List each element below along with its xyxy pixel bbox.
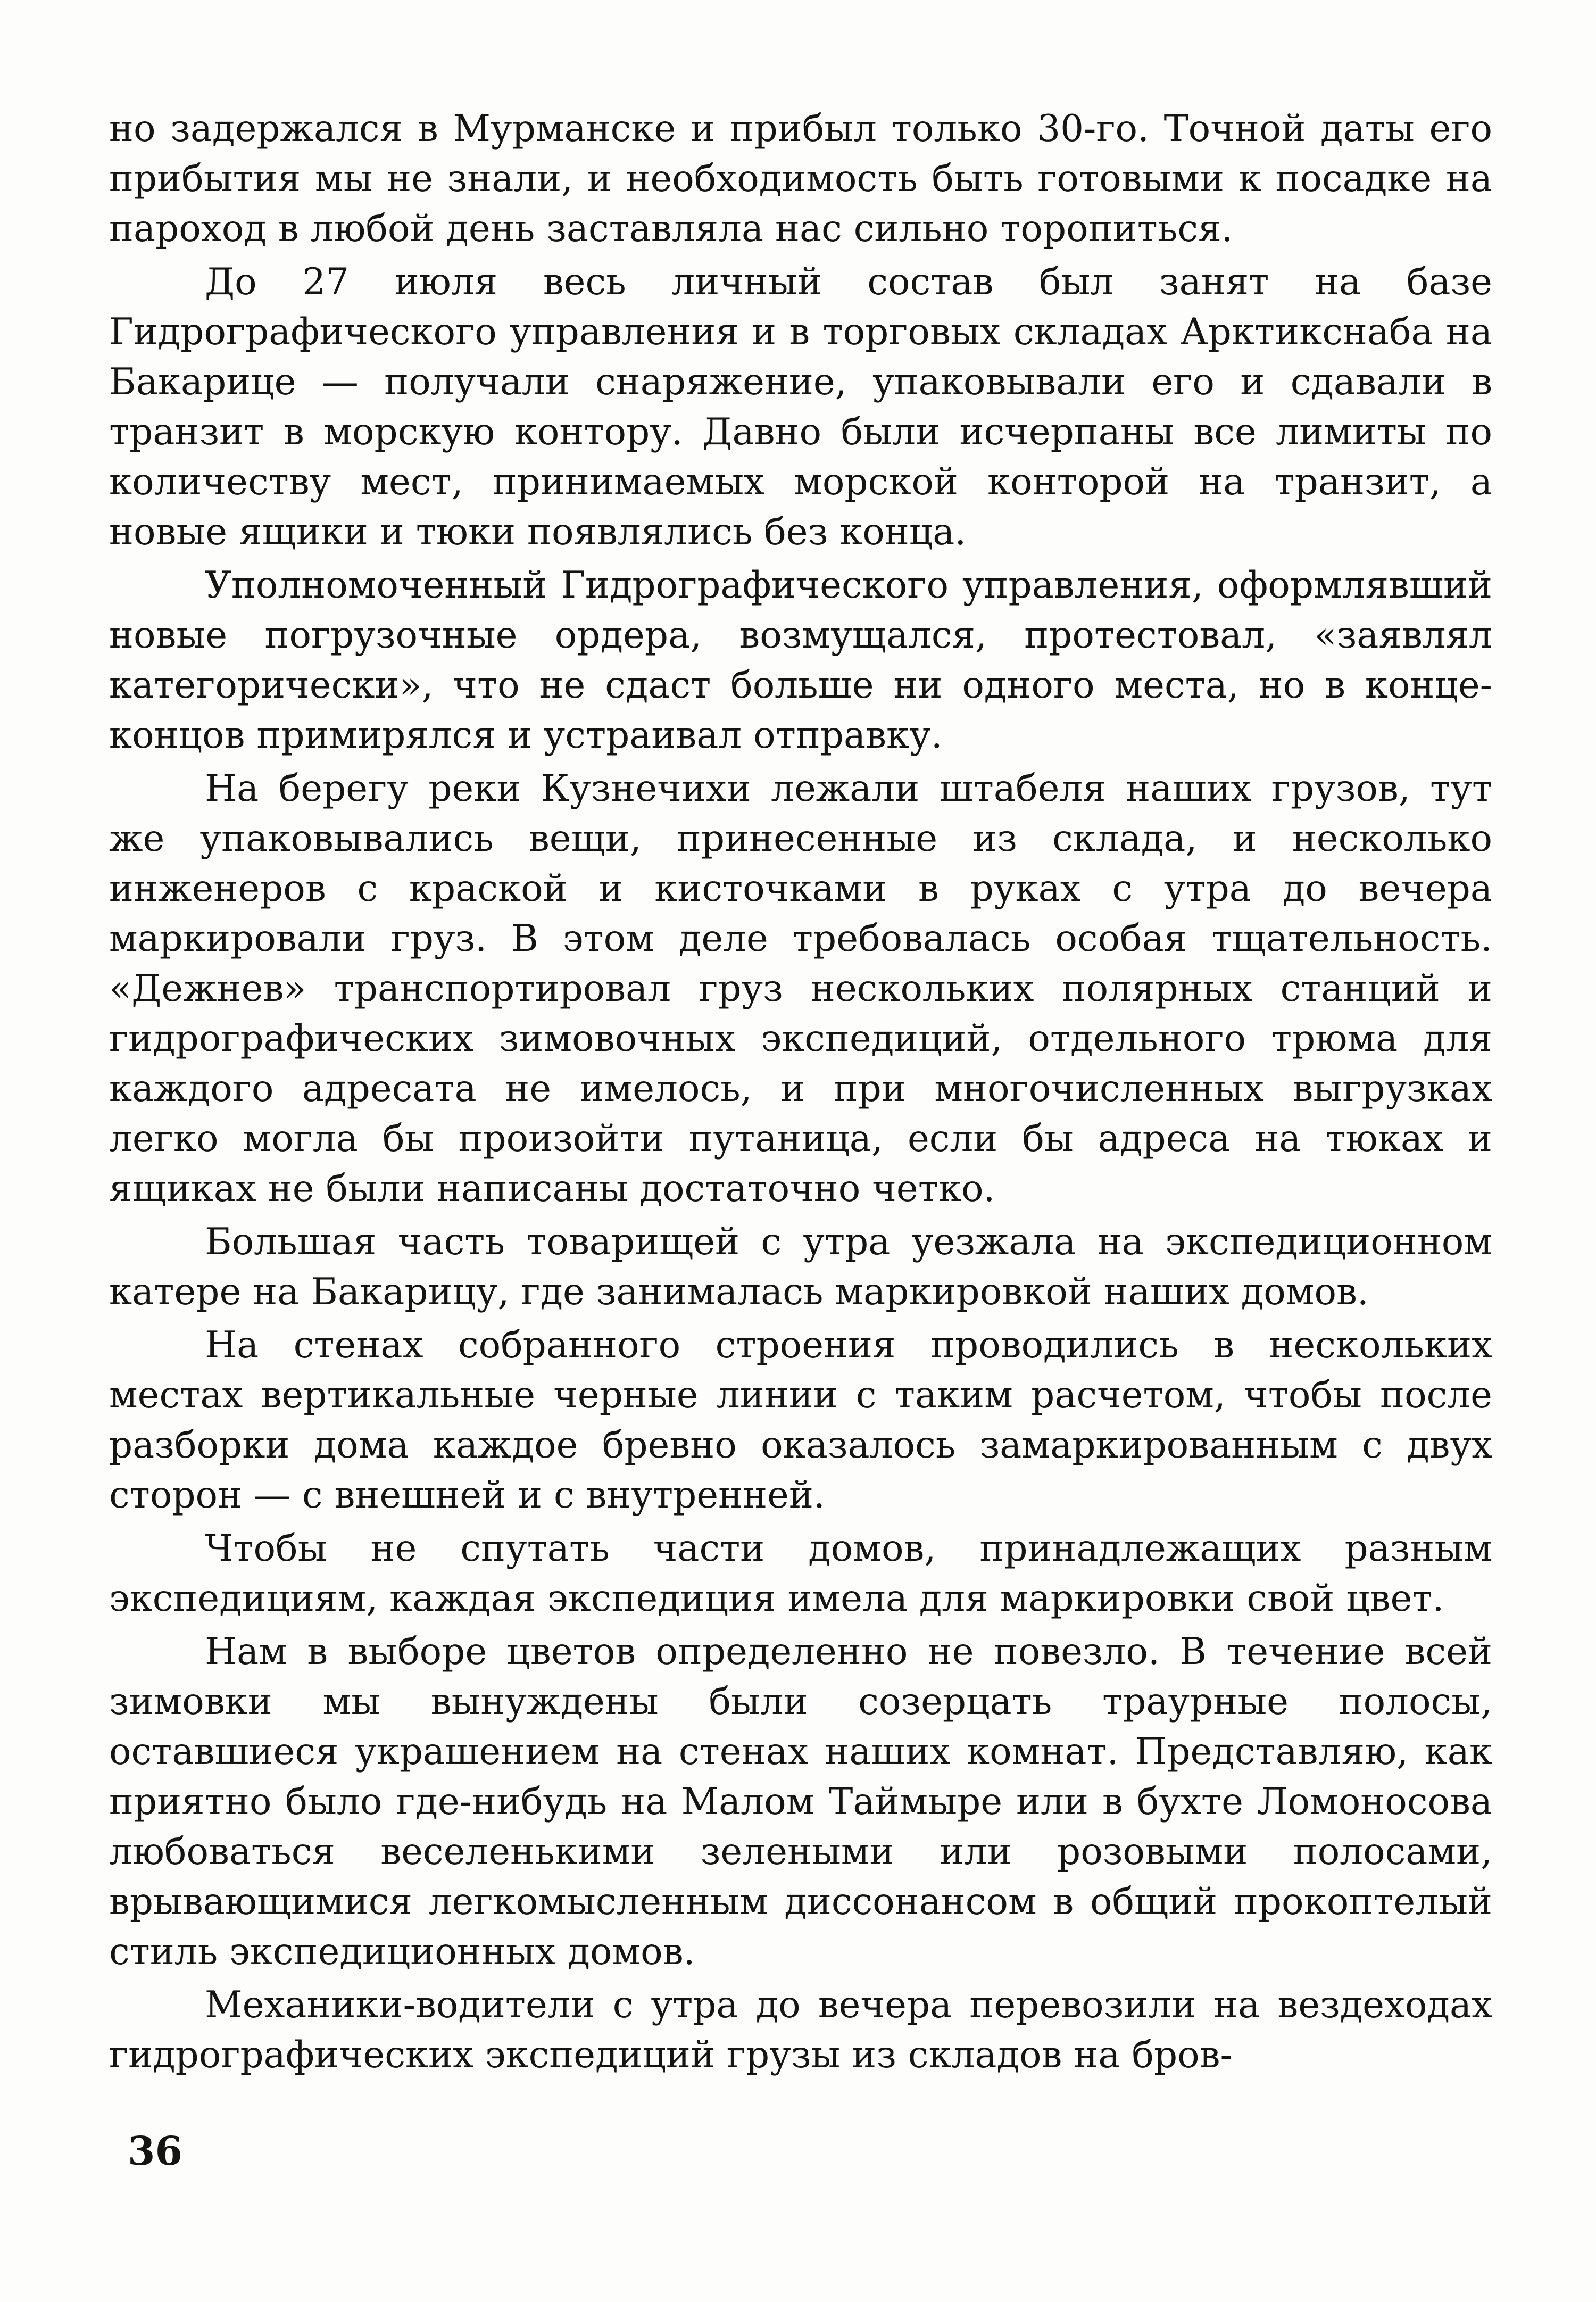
paragraph: Нам в выборе цветов определенно не повезло. В течение всей зимовки мы вынуждены были созерцать траурные полосы, оставшиеся украшением на стенах наших комнат. Представляю, как приятно было где-нибудь на Малом Таймыре или в бухте Ломоносова любоваться веселенькими зелеными или розовыми полосами, врывающимися легкомысленным диссонансом в общий прокоптелый стиль экспедиционных домов.	[109, 1630, 1492, 1973]
paragraph: Уполномоченный Гидрографического управления, оформлявший новые погрузочные ордера, возмущался, протестовал, «заявлял категорически», что не сдаст больше ни одного места, но в конце-концов примирялся и устраивал отправку.	[109, 564, 1492, 757]
paragraph: До 27 июля весь личный состав был занят на базе Гидрографического управления и в торговых складах Арктикснаба на Бакарице — получали снаряжение, упаковывали его и сдавали в транзит в морскую контору. Давно были исчерпаны все лимиты по количеству мест, принимаемых морской конторой на транзит, а новые ящики и тюки появлялись без конца.	[109, 261, 1492, 553]
body-text	[109, 104, 1492, 2083]
paragraph: На стенах собранного строения проводились в нескольких местах вертикальные черные линии с таким расчетом, чтобы после разборки дома каждое бревно оказалось замаркированным с двух сторон — с внешней и с внутренней.	[109, 1324, 1492, 1517]
paragraph: Большая часть товарищей с утра уезжала на экспедиционном катере на Бакарицу, где занималась маркировкой наших домов.	[109, 1221, 1492, 1313]
paragraph: Чтобы не спутать части домов, принадлежащих разным экспедициям, каждая экспедиция имела для маркировки свой цвет.	[109, 1527, 1492, 1620]
page-number: 36	[128, 2129, 182, 2174]
paragraph: На берегу реки Кузнечихи лежали штабеля наших грузов, тут же упаковывались вещи, принесенные из склада, и несколько инженеров с краской и кисточками в руках с утра до вечера маркировали груз. В этом деле требовалась особая тщательность. «Дежнев» транспортировал груз нескольких полярных станций и гидрографических зимовочных экспедиций, отдельного трюма для каждого адресата не имелось, и при многочисленных выгрузках легко могла бы произойти путаница, если бы адреса на тюках и ящиках не были написаны достаточно четко.	[109, 767, 1492, 1210]
paragraph: но задержался в Мурманске и прибыл только 30-го. Точной даты его прибытия мы не знали, и необходимость быть готовыми к посадке на пароход в любой день заставляла нас сильно торопиться.	[109, 107, 1492, 250]
paragraph: Механики-водители с утра до вечера перевозили на вездеходах гидрографических экспедиций грузы из складов на бров-	[109, 1984, 1492, 2076]
